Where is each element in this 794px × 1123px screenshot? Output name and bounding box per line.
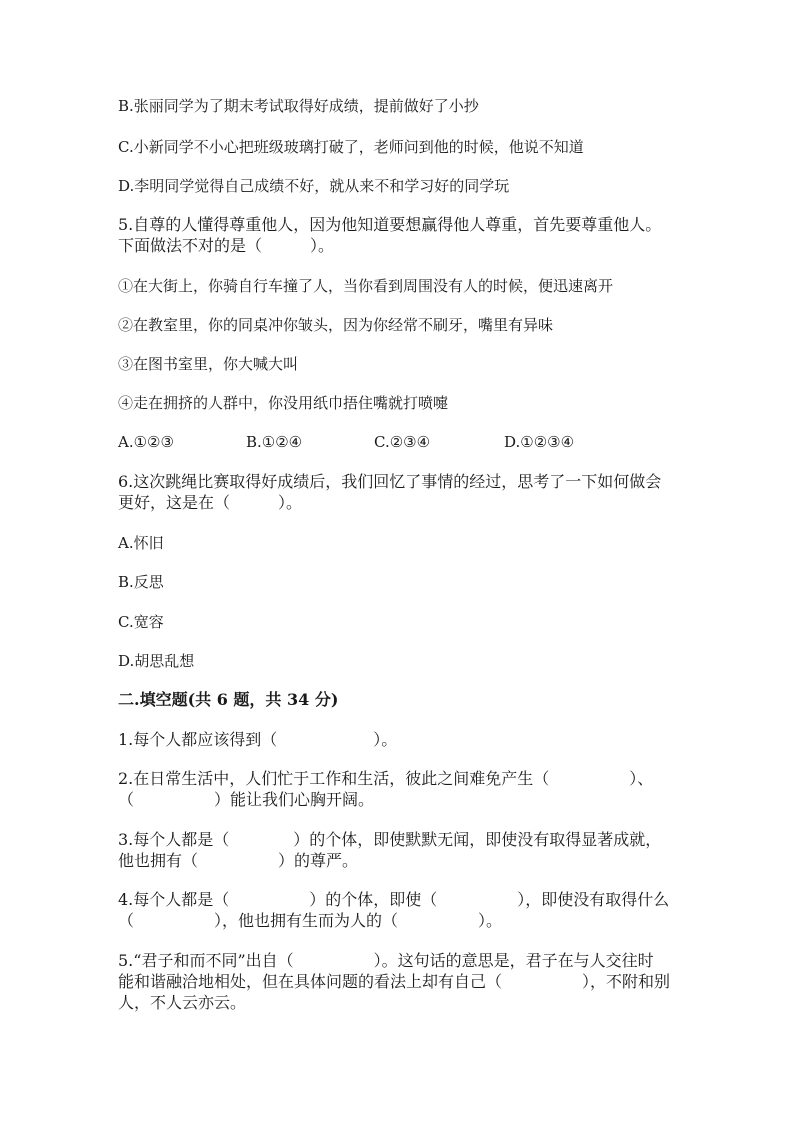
fill-q2-line2: （ ）能让我们心胸开阔。 <box>118 790 375 809</box>
q5-stem-line1: 5.自尊的人懂得尊重他人，因为他知道要想赢得他人尊重，首先要尊重他人。 <box>118 215 662 234</box>
fill-q3-line1: 3.每个人都是（ ）的个体，即使默默无闻，即使没有取得显著成就， <box>118 830 662 849</box>
q5-stem-line2: 下面做法不对的是（ ）。 <box>118 236 335 255</box>
q4-option-d: D.李明同学觉得自己成绩不好，就从来不和学习好的同学玩 <box>118 177 510 195</box>
fill-q4-line2: （ ），他也拥有生而为人的（ ）。 <box>118 911 503 930</box>
fill-q5-line2: 能和谐融洽地相处，但在具体问题的看法上却有自己（ ），不附和别 <box>118 972 671 991</box>
q6-option-c: C.宽容 <box>118 613 164 631</box>
fill-q1: 1.每个人都应该得到（ ）。 <box>118 730 398 749</box>
fill-q3-line2: 他也拥有（ ）的尊严。 <box>118 851 359 870</box>
q6-stem-line2: 更好，这是在（ ）。 <box>118 493 303 512</box>
fill-q5-line1: 5.“君子和而不同”出自（ ）。这句话的意思是，君子在与人交往时 <box>118 951 654 970</box>
q5-item-1: ①在大街上，你骑自行车撞了人，当你看到周围没有人的时候，便迅速离开 <box>118 277 614 295</box>
section-heading-fill-in: 二.填空题(共 6 题，共 34 分) <box>118 690 339 709</box>
fill-q4-line1: 4.每个人都是（ ）的个体，即使（ ），即使没有取得什么 <box>118 890 670 909</box>
q4-option-c: C.小新同学不小心把班级玻璃打破了，老师问到他的时候，他说不知道 <box>118 138 584 156</box>
q5-item-3: ③在图书室里，你大喊大叫 <box>118 355 299 373</box>
q5-option-a: A.①②③ <box>118 433 174 451</box>
q4-option-b: B.张丽同学为了期末考试取得好成绩，提前做好了小抄 <box>118 97 479 115</box>
q6-option-a: A.怀旧 <box>118 534 164 552</box>
q5-option-c: C.②③④ <box>374 433 431 451</box>
fill-q2-line1: 2.在日常生活中，人们忙于工作和生活，彼此之间难免产生（ ）、 <box>118 769 654 788</box>
q5-options-row <box>118 431 678 453</box>
q5-option-b: B.①②④ <box>246 433 303 451</box>
q6-option-b: B.反思 <box>118 573 164 591</box>
q6-option-d: D.胡思乱想 <box>118 652 195 670</box>
q5-item-2: ②在教室里，你的同桌冲你皱头，因为你经常不刷牙，嘴里有异味 <box>118 316 554 334</box>
q5-option-d: D.①②③④ <box>504 433 575 451</box>
q6-stem-line1: 6.这次跳绳比赛取得好成绩后，我们回忆了事情的经过，思考了一下如何做会 <box>118 472 662 491</box>
fill-q5-line3: 人，不人云亦云。 <box>118 993 247 1012</box>
q5-item-4: ④走在拥挤的人群中，你没用纸巾捂住嘴就打喷嚏 <box>118 394 449 412</box>
